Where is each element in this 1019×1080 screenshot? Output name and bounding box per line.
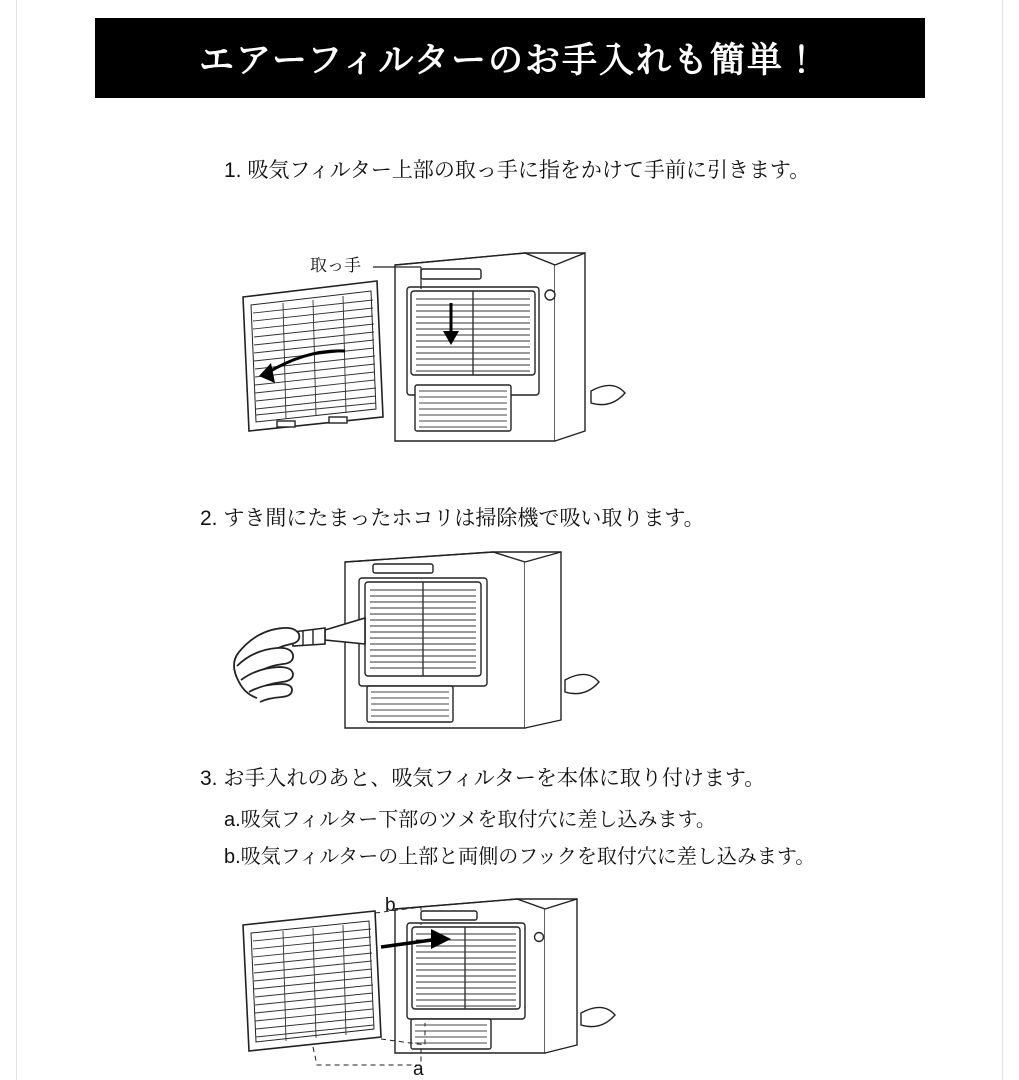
page-left-rule <box>16 0 17 1080</box>
figure-1-label-handle: 取っ手 <box>310 256 361 275</box>
figure-3-label-a: a <box>413 1059 424 1075</box>
step-3-heading <box>200 763 765 795</box>
step-2-heading <box>200 503 705 535</box>
step-1-text: 吸気フィルター上部の取っ手に指をかけて手前に引きます。 <box>247 159 811 182</box>
step-3-figure <box>225 895 785 1075</box>
page-right-rule <box>1002 0 1003 1080</box>
figure-3-label-b: b <box>385 895 396 916</box>
step-2-text: すき間にたまったホコリは掃除機で吸い取ります。 <box>223 507 705 530</box>
step-3-number: 3. <box>200 767 218 790</box>
step-2-number: 2. <box>200 507 218 530</box>
step-1-figure <box>225 245 785 465</box>
step-1-number: 1. <box>224 159 242 182</box>
step-3-text: お手入れのあと、吸気フィルターを本体に取り付けます。 <box>223 767 766 790</box>
banner <box>95 18 925 98</box>
step-2-figure <box>225 548 785 743</box>
step-3-substep-b: b.吸気フィルターの上部と両側のフックを取付穴に差し込みます。 <box>224 846 816 868</box>
banner-title: エアーフィルターのお手入れも簡単！ <box>198 41 821 80</box>
step-1-heading <box>224 155 810 187</box>
step-3-substep-a: a.吸気フィルター下部のツメを取付穴に差し込みます。 <box>224 809 716 831</box>
